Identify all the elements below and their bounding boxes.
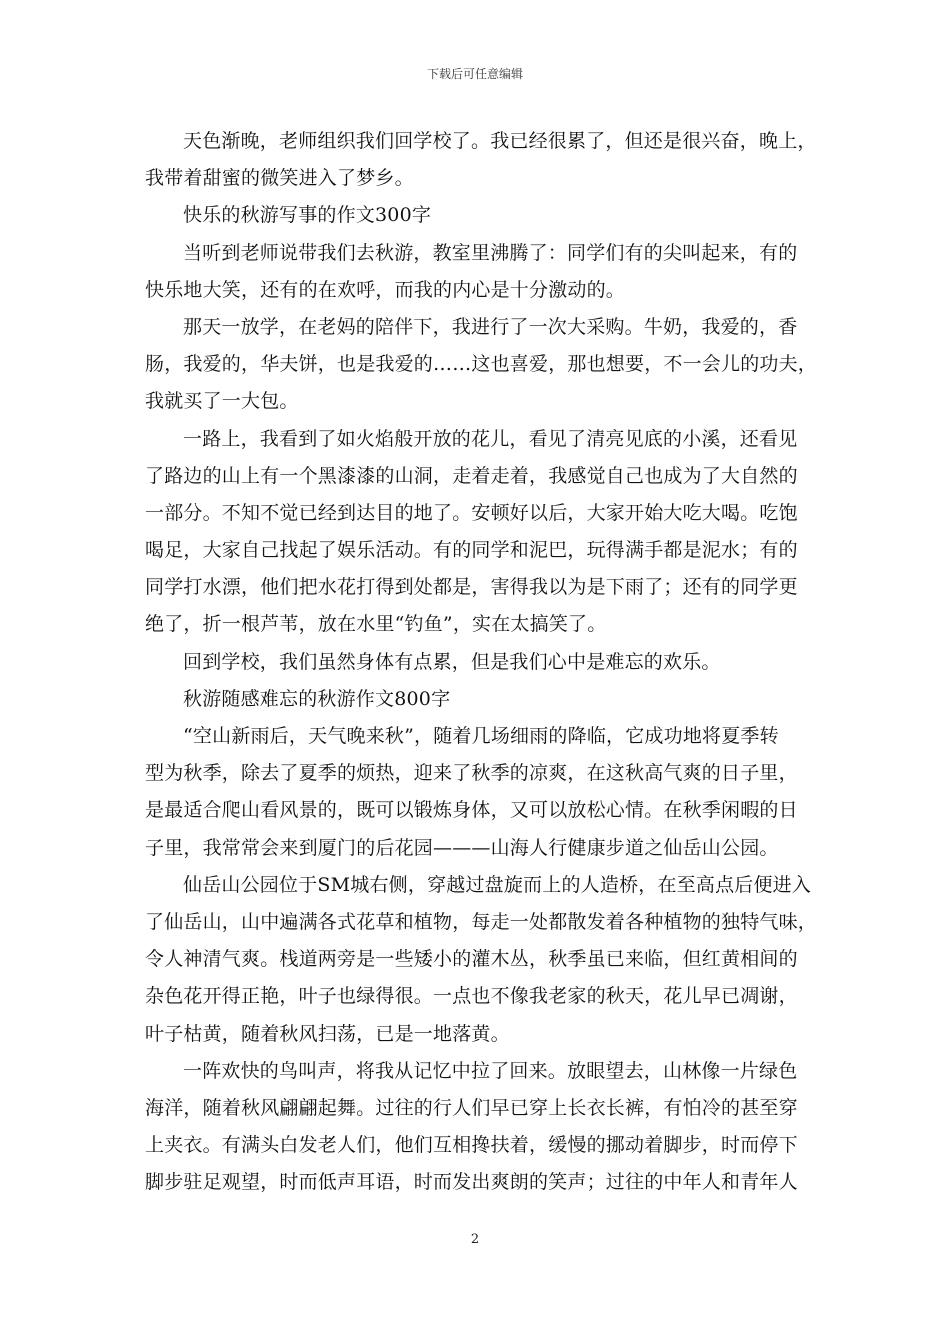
text-line: 脚步驻足观望，时而低声耳语，时而发出爽朗的笑声；过往的中年人和青年人	[145, 1171, 798, 1194]
text-line: 是最适合爬山看风景的，既可以锻炼身体，又可以放松心情。在秋季闲暇的日	[145, 799, 798, 822]
page-number: 2	[470, 1232, 480, 1247]
text-line: 同学打水漂，他们把水花打得到处都是，害得我以为是下雨了；还有的同学更	[145, 576, 798, 599]
document-body	[145, 123, 820, 1201]
text-line: 我就买了一大包。	[145, 390, 299, 413]
text-line: 海洋，随着秋风翩翩起舞。过往的行人们早已穿上长衣长裤，有怕冷的甚至穿	[145, 1096, 798, 1119]
text-line: 杂色花开得正艳，叶子也绿得很。一点也不像我老家的秋天，花儿早已凋谢，	[145, 985, 798, 1008]
text-line: “空山新雨后，天气晚来秋”，随着几场细雨的降临，它成功地将夏季转	[183, 725, 779, 747]
text-line: 一部分。不知不觉已经到达目的地了。安顿好以后，大家开始大吃大喝。吃饱	[145, 501, 798, 524]
text-line: 叶子枯黄，随着秋风扫荡，已是一地落黄。	[145, 1022, 510, 1045]
text-line: 一阵欢快的鸟叫声，将我从记忆中拉了回来。放眼望去，山林像一片绿色	[183, 1059, 798, 1082]
text-line: 了路边的山上有一个黑漆漆的山洞，走着走着，我感觉自己也成为了大自然的	[145, 464, 798, 487]
text-line: 了仙岳山，山中遍满各式花草和植物，每走一处都散发着各种植物的独特气味，	[145, 910, 818, 933]
text-line: 喝足，大家自己找起了娱乐活动。有的同学和泥巴，玩得满手都是泥水；有的	[145, 539, 798, 562]
text-line: 当听到老师说带我们去秋游，教室里沸腾了：同学们有的尖叫起来，有的	[183, 241, 798, 264]
text-line: 上夹衣。有满头白发老人们，他们互相搀扶着，缓慢的挪动着脚步，时而停下	[145, 1134, 798, 1157]
text-line: 肠，我爱的，华夫饼，也是我爱的……这也喜爱，那也想要，不一会儿的功夫，	[145, 353, 818, 376]
text-line: 快乐地大笑，还有的在欢呼，而我的内心是十分激动的。	[145, 278, 626, 301]
text-line: 天色渐晚，老师组织我们回学校了。我已经很累了，但还是很兴奋，晚上，	[183, 130, 817, 152]
text-line: 我带着甜蜜的微笑进入了梦乡。	[145, 167, 414, 190]
text-line: 那天一放学，在老妈的陪伴下，我进行了一次大采购。牛奶，我爱的，香	[183, 315, 798, 338]
text-line: 型为秋季，除去了夏季的烦热，迎来了秋季的凉爽，在这秋高气爽的日子里，	[145, 762, 798, 785]
text-line: 仙岳山公园位于SM城右侧，穿越过盘旋而上的人造桥，在至高点后便进入	[183, 873, 812, 896]
text-line: 令人神清气爽。栈道两旁是一些矮小的灌木丛，秋季虽已来临，但红黄相间的	[145, 948, 798, 971]
text-line: 秋游随感难忘的秋游作文800字	[183, 687, 451, 710]
text-line: 绝了，折一根芦苇，放在水里“钓鱼”，实在太搞笑了。	[145, 613, 607, 636]
page-header: 下载后可任意编辑	[426, 67, 523, 81]
text-line: 回到学校，我们虽然身体有点累，但是我们心中是难忘的欢乐。	[183, 650, 721, 673]
text-line: 快乐的秋游写事的作文300字	[183, 204, 432, 227]
text-line: 一路上，我看到了如火焰般开放的花儿，看见了清亮见底的小溪，还看见	[183, 427, 798, 450]
text-line: 子里，我常常会来到厦门的后花园———山海人行健康步道之仙岳山公园。	[145, 836, 779, 859]
